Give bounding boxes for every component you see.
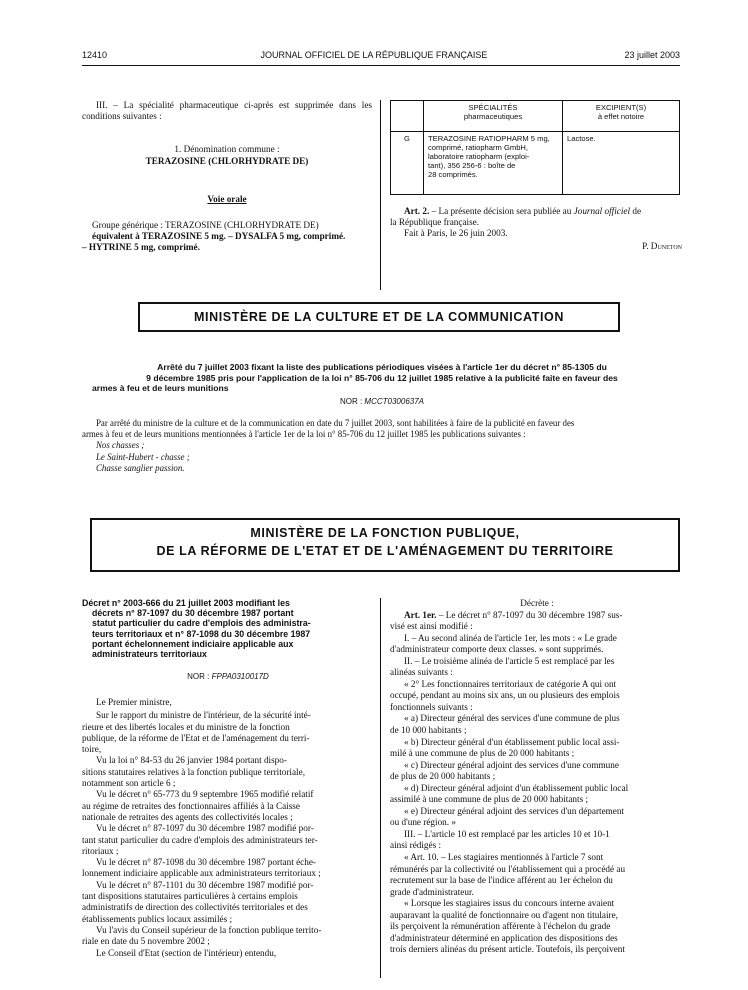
groupe-line-3: – HYTRINE 5 mg, comprimé. [82, 242, 200, 253]
text-line: Vu le décret n° 87-1101 du 30 décembre 1987 modifié por- [96, 879, 314, 890]
arrete-title-line: armes à feu et de leurs munitions [92, 383, 229, 394]
table-header-excipients [563, 101, 680, 132]
header-excipients-line1: EXCIPIENT(S) [595, 103, 647, 112]
text-line: ils perçoivent la rémunération afférente à l'échelon du grade [390, 921, 611, 932]
text-line: établissements publics locaux assimilés ; [82, 913, 233, 924]
header-specialites-line2: pharmaceutiques [463, 112, 523, 121]
text-line: auparavant la qualité de fonctionnaire ou d'agent non titulaire, [390, 909, 618, 920]
text-line: recrutement sur la base de l'indice afférent au 1er échelon du [390, 875, 613, 886]
text-line: alinéas suivants : [390, 667, 453, 678]
arrete-title [82, 362, 682, 394]
row-line: laboratoire ratiopharm (exploi- [428, 152, 530, 161]
table-header-specialites [424, 101, 563, 132]
text-line: d'administrateur comporte deux classes. » sont supprimés. [390, 644, 604, 655]
publication-item: Nos chasses ; [96, 440, 145, 451]
text-line: ou d'une région. » [390, 817, 456, 828]
text-line: fonctionnels suivants : [390, 701, 473, 712]
row-line: comprimé, ratiopharm GmbH, [428, 143, 529, 152]
arrete-nor [82, 397, 682, 406]
groupe-line-1: Groupe générique : TERAZOSINE (CHLORHYDRATE DE) [92, 220, 319, 230]
text-line: rémunérés par la collectivité ou l'établissement qui a procédé au [390, 863, 626, 874]
journal-title: JOURNAL OFFICIEL DE LA RÉPUBLIQUE FRANÇAISE [260, 50, 488, 60]
row-line: TERAZOSINE RATIOPHARM 5 mg, [428, 134, 550, 143]
decret-title-line: décrets n° 87-1097 du 30 décembre 1987 portant [92, 608, 294, 619]
ministry2-line2: DE LA RÉFORME DE L'ETAT ET DE L'AMÉNAGEMENT DU TERRITOIRE [156, 544, 614, 558]
text-line: de plus de 20 000 habitants ; [390, 771, 496, 782]
nor-value: FPPA0310017D [211, 672, 269, 681]
text-line: grade d'administrateur. [390, 886, 474, 897]
text-line: « a) Directeur général des services d'une commune de plus [404, 713, 620, 724]
decret-title [82, 598, 374, 659]
text-line: III. – L'article 10 est remplacé par les articles 10 et 10-1 [404, 828, 610, 839]
text-line: au régime de retraites des fonctionnaires affiliés à la Caisse [82, 800, 300, 811]
ministry2-line1: MINISTÈRE DE LA FONCTION PUBLIQUE, [250, 526, 520, 540]
text-line: ainsi rédigés : [390, 840, 442, 851]
text-line: toire, [82, 744, 102, 755]
row-code: G [391, 132, 424, 195]
nor-value: MCCT0300637A [364, 397, 425, 406]
text-line: I. – Au second alinéa de l'article 1er, les mots : « Le grade [404, 632, 617, 643]
text-line: riale en date du 5 novembre 2002 ; [82, 936, 210, 947]
publication-item: Le Saint-Hubert - chasse ; [96, 451, 190, 462]
text-line: Décrète : [520, 598, 554, 608]
article-2 [390, 206, 682, 252]
page-number: 12410 [82, 50, 108, 60]
text-line: de 10 000 habitants ; [390, 725, 467, 736]
publication-item: Chasse sanglier passion. [96, 462, 185, 473]
decret-title-line: administrateurs territoriaux [92, 649, 207, 660]
text-line: ritoriaux ; [82, 845, 119, 856]
column-separator-top [380, 100, 381, 290]
nor-label: NOR : [187, 672, 212, 681]
decret-nor [82, 672, 374, 681]
text-line: occupé, pendant au moins six ans, un ou plusieurs des emplois [390, 690, 620, 701]
text-line: Sur le rapport du ministre de l'intérieur, de la sécurité inté- [96, 710, 311, 721]
groupe-generique [82, 220, 374, 254]
denomination-label: 1. Dénomination commune : [174, 144, 280, 154]
text-line: assimilé à une commune de plus de 20 000 habitants ; [390, 794, 589, 805]
arrete-body [82, 418, 692, 474]
text-line: d'administrateur déterminé en application des dispositions des [390, 932, 618, 943]
header-excipients-line2: à effet notoire [597, 112, 645, 121]
row-excipient: Lactose. [563, 132, 680, 195]
text-line: Le Conseil d'Etat (section de l'intérieur) entendu, [96, 947, 277, 958]
text-line: « e) Directeur général adjoint des services d'un département [404, 805, 625, 816]
text-line: tant statut particulier du cadre d'emplois des administrateurs ter- [82, 834, 318, 845]
text-line: Vu la loi n° 84-53 du 26 janvier 1984 portant dispo- [96, 755, 287, 766]
decret-title-line: statut particulier du cadre d'emplois des administra- [92, 618, 311, 629]
text-line: lonnement indiciaire applicable aux administrateurs territoriaux ; [82, 868, 321, 879]
text-line: II. – Le troisième alinéa de l'article 5 est remplacé par les [404, 655, 615, 666]
art2-text-a: – La présente décision sera publiée au [429, 206, 574, 216]
text-line: Vu le décret n° 65-773 du 9 septembre 1965 modifié relatif [96, 789, 314, 800]
arrete-body-line: armes à feu et de leurs munitions mentionnées à l'article 1er de la loi n° 85-706 du 12 juillet 1985 les publications suivantes : [82, 429, 526, 440]
text-line: « Art. 10. – Les stagiaires mentionnés à l'article 7 sont [404, 852, 604, 863]
column-separator-bottom [380, 598, 381, 978]
text-line: « 2° Les fonctionnaires territoriaux de catégorie A qui ont [404, 678, 617, 689]
text-line: publique, de la réforme de l'Etat et de l'aménagement du terri- [82, 732, 310, 743]
arrete-body-line: Par arrêté du ministre de la culture et de la communication en date du 7 juillet 2003, sont habilitées à faire de la publicité en faveur des [96, 418, 575, 428]
specialites-table [390, 100, 680, 195]
article-label: Art. 1er. [404, 609, 437, 620]
text-line: « c) Directeur général adjoint des services d'une commune [404, 759, 619, 770]
row-line: 28 comprimés. [428, 170, 478, 179]
nor-label: NOR : [339, 397, 365, 406]
decret-title-line: portant échelonnement indiciaire applicable aux [92, 638, 294, 649]
text-line: Vu l'avis du Conseil supérieur de la fonction publique territo- [96, 924, 322, 935]
text-line: trois derniers alinéas du présent article. Toutefois, ils perçoivent [390, 944, 625, 955]
ministry-culture-box: MINISTÈRE DE LA CULTURE ET DE LA COMMUNICATION [138, 302, 620, 332]
text-line: Art. 1er. – Le décret n° 87-1097 du 30 décembre 1987 sus- [404, 609, 623, 620]
text-line: sitions statutaires relatives à la fonction publique territoriale, [82, 766, 305, 777]
art2-journal: Journal officiel [573, 206, 631, 216]
denomination-value: TERAZOSINE (CHLORHYDRATE DE) [145, 156, 309, 166]
table-row [391, 132, 680, 195]
ministry-fonction-publique-box [90, 518, 680, 572]
voie-heading: Voie orale [207, 194, 247, 204]
art2-line2: la République française. [390, 217, 480, 228]
text-line: notamment son article 6 ; [82, 778, 176, 789]
text-line: nationale de retraites des agents des collectivités locales ; [82, 811, 293, 822]
text-line: Le Premier ministre, [96, 697, 172, 707]
decret-visas [82, 697, 376, 959]
text-line: « Lorsque les stagiaires issus du concours interne avaient [404, 898, 615, 909]
text-line: rieure et des libertés locales et du ministre de la fonction [82, 721, 290, 732]
table-header-code [391, 101, 424, 132]
text-line: Vu le décret n° 87-1097 du 30 décembre 1987 modifié por- [96, 823, 314, 834]
text-line: administratifs de direction des collectivités territoriales et des [82, 902, 308, 913]
header-rule [82, 65, 680, 66]
text-line: « d) Directeur général adjoint d'un établissement public local [404, 782, 629, 793]
text-line: milé à une commune de plus de 20 000 habitants ; [390, 748, 575, 759]
arrete-title-line: Arrêté du 7 juillet 2003 fixant la liste des publications périodiques visées à l'article 1er du décret n° 85-1305 du [157, 362, 607, 372]
row-specialite [424, 132, 563, 195]
decret-title-line: teurs territoriaux et n° 87-1098 du 30 décembre 1987 [92, 628, 311, 639]
row-line: tant), 356 256-6 : boîte de [428, 161, 516, 170]
art2-text-b: de [630, 206, 642, 216]
fait-a-paris: Fait à Paris, le 26 juin 2003. [404, 228, 508, 239]
art2-label: Art. 2. [404, 206, 430, 216]
header-specialites-line1: SPÉCIALITÉS [468, 103, 518, 112]
header-date: 23 juillet 2003 [624, 50, 680, 60]
text-line: tant dispositions statutaires particulières à certains emplois [82, 891, 298, 902]
text-line: Vu le décret n° 87-1098 du 30 décembre 1987 portant éche- [96, 857, 316, 868]
text-line: visé est ainsi modifié : [390, 621, 473, 632]
text-line: « b) Directeur général d'un établissement public local assi- [404, 736, 620, 747]
decret-title-line: Décret n° 2003-666 du 21 juillet 2003 modifiant les [82, 598, 290, 608]
suppression-paragraph: III. – La spécialité pharmaceutique ci-après est supprimée dans les conditions suivantes : [82, 100, 372, 122]
arrete-title-line: 9 décembre 1985 pris pour l'application de la loi n° 85-706 du 12 juillet 1985 relative à la publicité faite en faveur des [146, 372, 618, 383]
decret-articles [390, 598, 684, 956]
groupe-line-2: équivalent à TERAZOSINE 5 mg. – DYSALFA 5 mg, comprimé. [92, 231, 346, 242]
signature: P. Duneton [642, 240, 682, 251]
